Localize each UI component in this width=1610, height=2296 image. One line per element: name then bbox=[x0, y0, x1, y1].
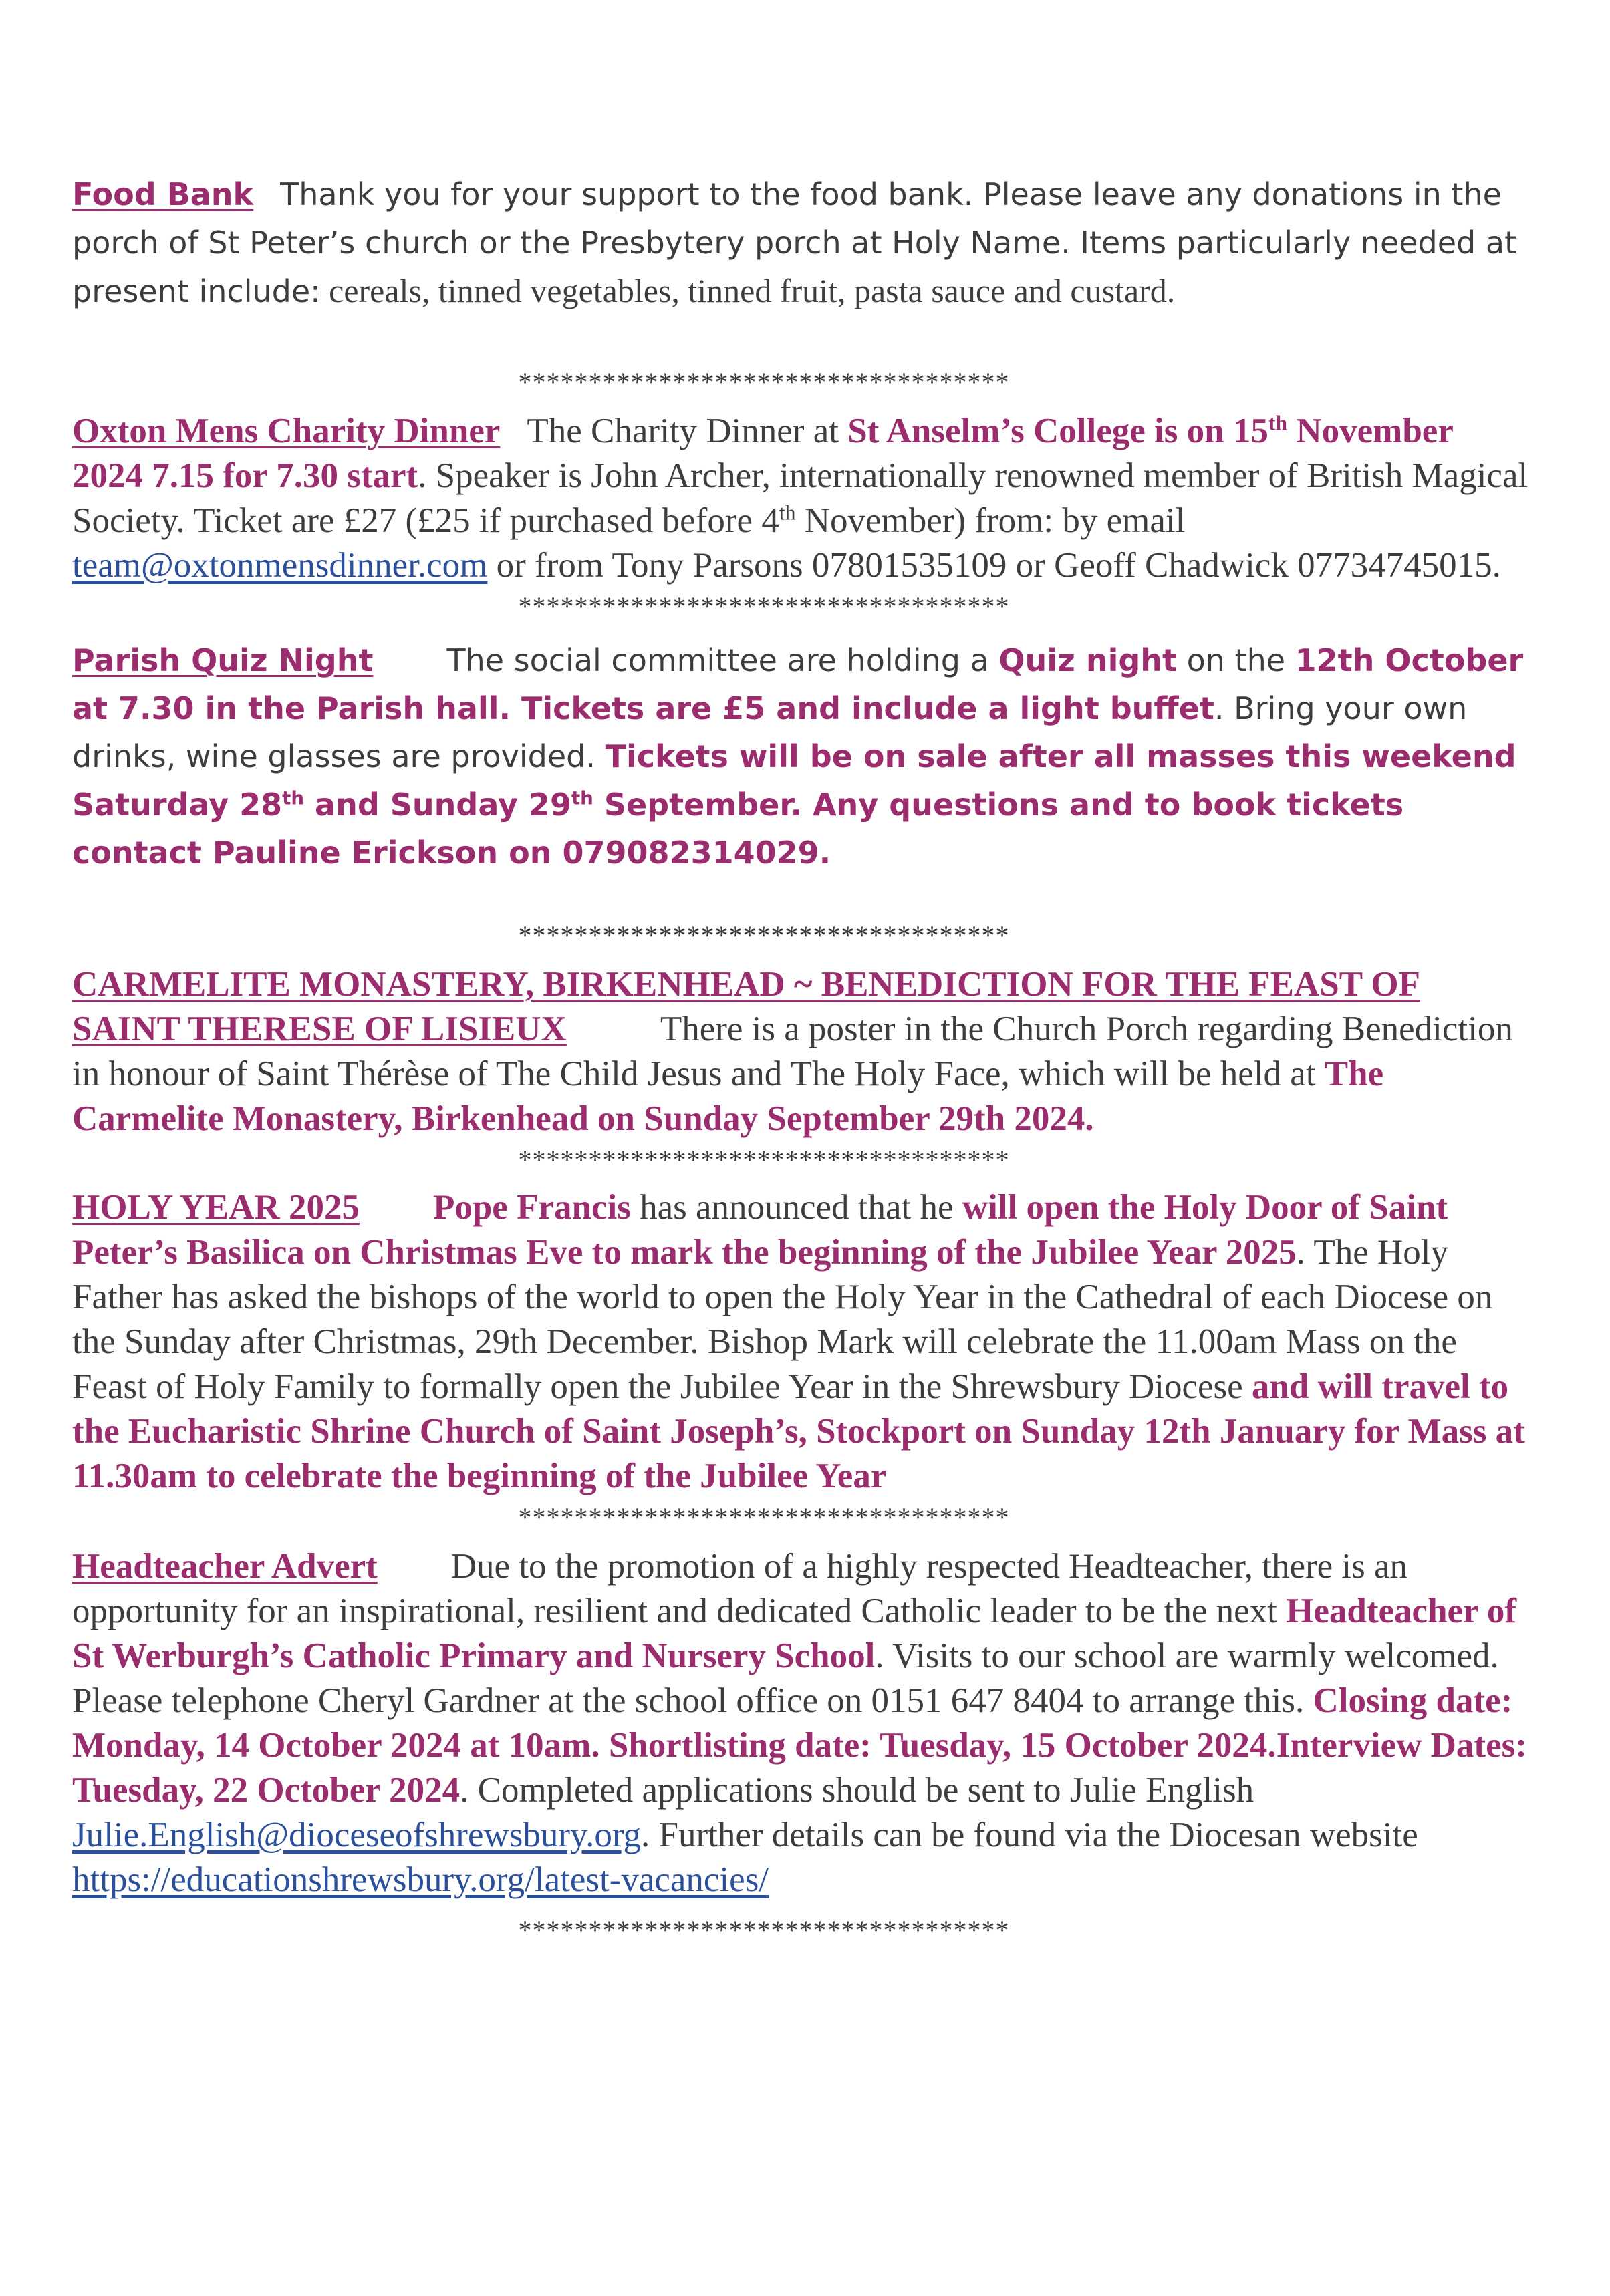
food-bank-section bbox=[72, 170, 1542, 315]
holy-year-highlight-1: will open the Holy Door of Saint Peter’s Basilica on Christmas Eve to mark the beginning of the Jubilee Year 2025 bbox=[72, 1188, 1448, 1272]
food-bank-text: Thank you for your support to the food bank. Please leave any donations in the porch of St Peter’s church or the Presbytery porch at Holy Name. Items particularly needed at present include: bbox=[72, 176, 1517, 309]
separator: *********************************** bbox=[518, 1502, 1010, 1532]
headteacher-text-1: Due to the promotion of a highly respected Headteacher, there is an opportunity for an inspirational, resilient and dedicated Catholic leader to be the next bbox=[72, 1547, 1408, 1630]
oxton-text-4: or from Tony Parsons 07801535109 or Geoff Chadwick 07734745015. bbox=[487, 546, 1501, 585]
separator: *********************************** bbox=[518, 920, 1010, 950]
carmelite-text: There is a poster in the Church Porch regarding Benediction in honour of Saint Thérèse of The Child Jesus and The Holy Face, which will be held at bbox=[72, 1010, 1513, 1093]
food-bank-items: cereals, tinned vegetables, tinned fruit, pasta sauce and custard. bbox=[320, 272, 1176, 309]
quiz-night-heading: Parish Quiz Night bbox=[72, 642, 374, 678]
food-bank-heading: Food Bank bbox=[72, 176, 254, 212]
quiz-text-3: . Bring your own drinks, wine glasses are provided. bbox=[72, 690, 1468, 774]
holy-year-text-1: has announced that he bbox=[630, 1188, 962, 1227]
headteacher-dates: Closing date: Monday, 14 October 2024 at 10am. Shortlisting date: Tuesday, 15 October 2024.Interview Dates: Tuesday, 22 October 2024 bbox=[72, 1681, 1527, 1810]
quiz-night-section bbox=[72, 636, 1536, 877]
holy-year-heading: HOLY YEAR 2025 bbox=[72, 1188, 360, 1227]
newsletter-page bbox=[72, 170, 1542, 1949]
headteacher-school: Headteacher of St Werburgh’s Catholic Primary and Nursery School bbox=[72, 1592, 1517, 1675]
headteacher-heading: Headteacher Advert bbox=[72, 1547, 378, 1586]
oxton-text-1: The Charity Dinner at bbox=[527, 412, 848, 450]
oxton-email-link[interactable]: team@oxtonmensdinner.com bbox=[72, 546, 488, 585]
headteacher-section bbox=[72, 1544, 1542, 1902]
separator: *********************************** bbox=[518, 1145, 1010, 1175]
oxton-date: St Anselm’s College is on 15th November 2024 7.15 for 7.30 start bbox=[72, 411, 1453, 495]
carmelite-highlight: The Carmelite Monastery, Birkenhead on Sunday September 29th 2024. bbox=[72, 1054, 1384, 1138]
quiz-highlight-1: Quiz night bbox=[998, 642, 1177, 678]
carmelite-heading: CARMELITE MONASTERY, BIRKENHEAD ~ BENEDICTION FOR THE FEAST OF SAINT THERESE OF LISIEUX bbox=[72, 965, 1421, 1048]
holy-year-highlight-2: and will travel to the Eucharistic Shrine Church of Saint Joseph’s, Stockport on Sunday 12th January for Mass at 11.30am to celebrate the beginning of the Jubilee Year bbox=[72, 1367, 1525, 1495]
oxton-text-2: . Speaker is John Archer, internationally renowned member of British Magical Society. Ticket are £27 (£25 if purchased before 4 bbox=[72, 456, 1528, 540]
oxton-sup: th bbox=[779, 500, 796, 525]
oxton-text-3: November) from: by email bbox=[795, 501, 1186, 540]
separator: *********************************** bbox=[518, 591, 1010, 621]
headteacher-text-2: . Visits to our school are warmly welcomed. Please telephone Cheryl Gardner at the school office on 0151 647 8404 to arrange this. bbox=[72, 1636, 1499, 1720]
quiz-highlight-2: 12th October at 7.30 in the Parish hall. Tickets are £5 and include a light buffet bbox=[72, 642, 1524, 726]
holy-year-section bbox=[72, 1185, 1536, 1499]
headteacher-email-link[interactable]: Julie.English@dioceseofshrewsbury.org bbox=[72, 1816, 642, 1854]
quiz-text-2: on the bbox=[1177, 642, 1295, 678]
holy-year-text-2: . The Holy Father has asked the bishops of the world to open the Holy Year in the Cathedral of each Diocese on the Sunday after Christmas, 29th December. Bishop Mark will celebrate the 11.00am Mass on the Feast of Holy Family to formally open the Jubilee Year in the Shrewsbury Diocese bbox=[72, 1233, 1493, 1406]
quiz-highlight-3: Tickets will be on sale after all masses this weekend Saturday 28th and Sunday 29th September. Any questions and to book tickets contact Pauline Erickson on 079082314029. bbox=[72, 738, 1516, 871]
headteacher-text-4: . Further details can be found via the Diocesan website bbox=[641, 1816, 1418, 1854]
oxton-dinner-heading: Oxton Mens Charity Dinner bbox=[72, 412, 501, 450]
quiz-text-1: The social committee are holding a bbox=[446, 642, 999, 678]
oxton-dinner-section bbox=[72, 409, 1529, 588]
separator: *********************************** bbox=[518, 1915, 1010, 1945]
holy-year-pope: Pope Francis bbox=[432, 1188, 631, 1227]
separator: *********************************** bbox=[518, 367, 1010, 397]
carmelite-section bbox=[72, 962, 1536, 1141]
headteacher-text-3: . Completed applications should be sent to Julie English bbox=[460, 1771, 1254, 1810]
headteacher-website-link[interactable]: https://educationshrewsbury.org/latest-vacancies/ bbox=[72, 1860, 769, 1899]
